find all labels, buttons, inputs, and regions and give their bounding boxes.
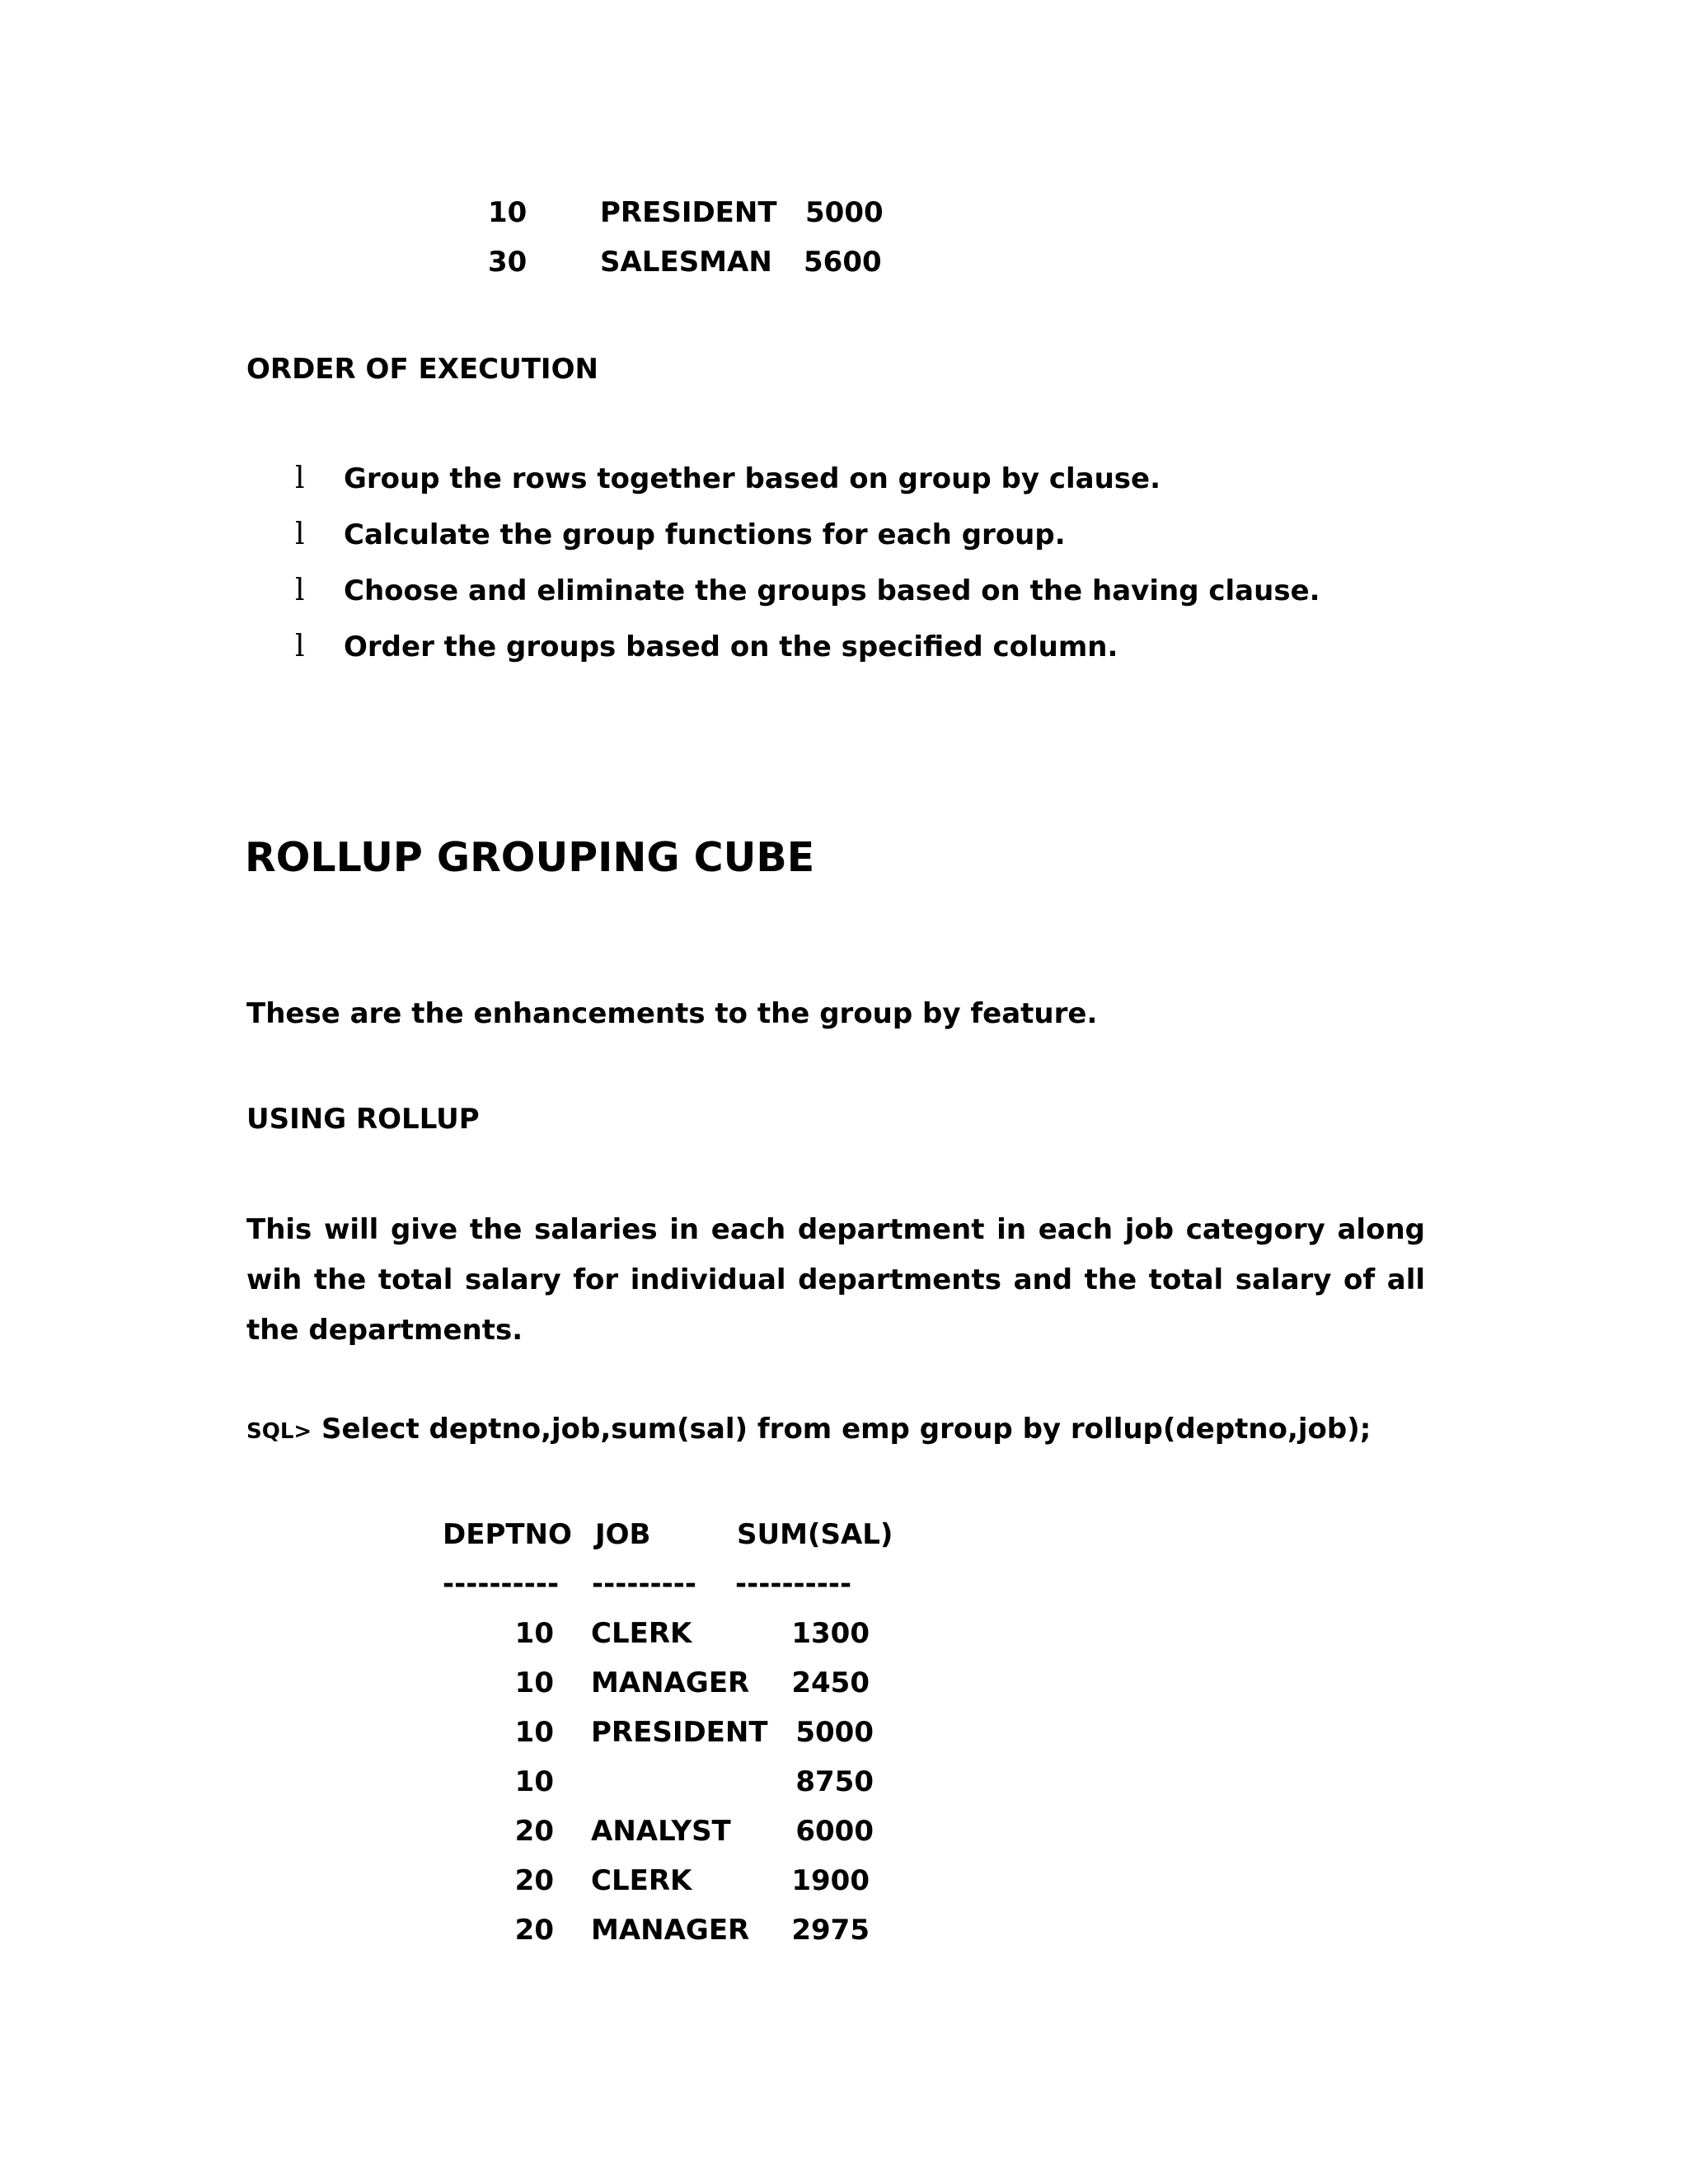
cell-job: PRESIDENT <box>591 1716 768 1749</box>
cell-sum-sal: 2450 <box>791 1666 870 1699</box>
order-heading: ORDER OF EXECUTION <box>246 353 598 386</box>
cell-sum-sal: 2975 <box>791 1914 870 1947</box>
bullet-icon: l <box>295 630 305 663</box>
sql-statement: Select deptno,job,sum(sal) from emp group by rollup(deptno,job); <box>321 1413 1372 1446</box>
cell-deptno: 10 <box>514 1765 554 1798</box>
cell-sum-sal: 5000 <box>795 1716 874 1749</box>
cell-job: MANAGER <box>591 1914 750 1947</box>
header-underline: ---------- <box>443 1568 560 1601</box>
cell-deptno: 20 <box>514 1864 554 1897</box>
cell-deptno: 20 <box>514 1815 554 1848</box>
cell-deptno: 10 <box>514 1716 554 1749</box>
top-row-sal: 5000 <box>805 196 884 229</box>
column-header-deptno: DEPTNO <box>443 1518 572 1551</box>
column-header-sum-sal: SUM(SAL) <box>737 1518 893 1551</box>
top-row-deptno: 30 <box>488 246 528 279</box>
list-item: Calculate the group functions for each group. <box>344 518 1066 551</box>
sql-prompt: SQL> <box>246 1419 312 1444</box>
header-underline: ---------- <box>735 1568 852 1601</box>
top-row-sal: 5600 <box>804 246 882 279</box>
cell-sum-sal: 1300 <box>791 1617 870 1650</box>
rollup-heading: USING ROLLUP <box>246 1103 480 1136</box>
top-row-job: PRESIDENT <box>600 196 777 229</box>
bullet-icon: l <box>295 574 305 607</box>
cell-sum-sal: 1900 <box>791 1864 870 1897</box>
list-item: Choose and eliminate the groups based on the having clause. <box>344 574 1320 607</box>
rollup-description: This will give the salaries in each department in each job category along wih the total salary for individual departments and the total salary of all the departments. <box>246 1213 1425 1347</box>
cell-job: CLERK <box>591 1864 692 1897</box>
column-header-job: JOB <box>595 1518 651 1551</box>
cell-job: ANALYST <box>591 1815 731 1848</box>
bullet-icon: l <box>295 462 305 495</box>
section-title: ROLLUP GROUPING CUBE <box>245 834 815 881</box>
cell-deptno: 10 <box>514 1617 554 1650</box>
bullet-icon: l <box>295 518 305 551</box>
list-item: Order the groups based on the specified column. <box>344 630 1118 663</box>
list-item: Group the rows together based on group by clause. <box>344 462 1161 495</box>
intro-text: These are the enhancements to the group by feature. <box>246 997 1098 1030</box>
cell-deptno: 10 <box>514 1666 554 1699</box>
cell-sum-sal: 6000 <box>795 1815 874 1848</box>
cell-job: CLERK <box>591 1617 692 1650</box>
header-underline: --------- <box>592 1568 697 1601</box>
top-row-job: SALESMAN <box>600 246 772 279</box>
cell-sum-sal: 8750 <box>795 1765 874 1798</box>
cell-deptno: 20 <box>514 1914 554 1947</box>
top-row-deptno: 10 <box>488 196 528 229</box>
cell-job: MANAGER <box>591 1666 750 1699</box>
sql-statement-line <box>246 1413 1371 1448</box>
